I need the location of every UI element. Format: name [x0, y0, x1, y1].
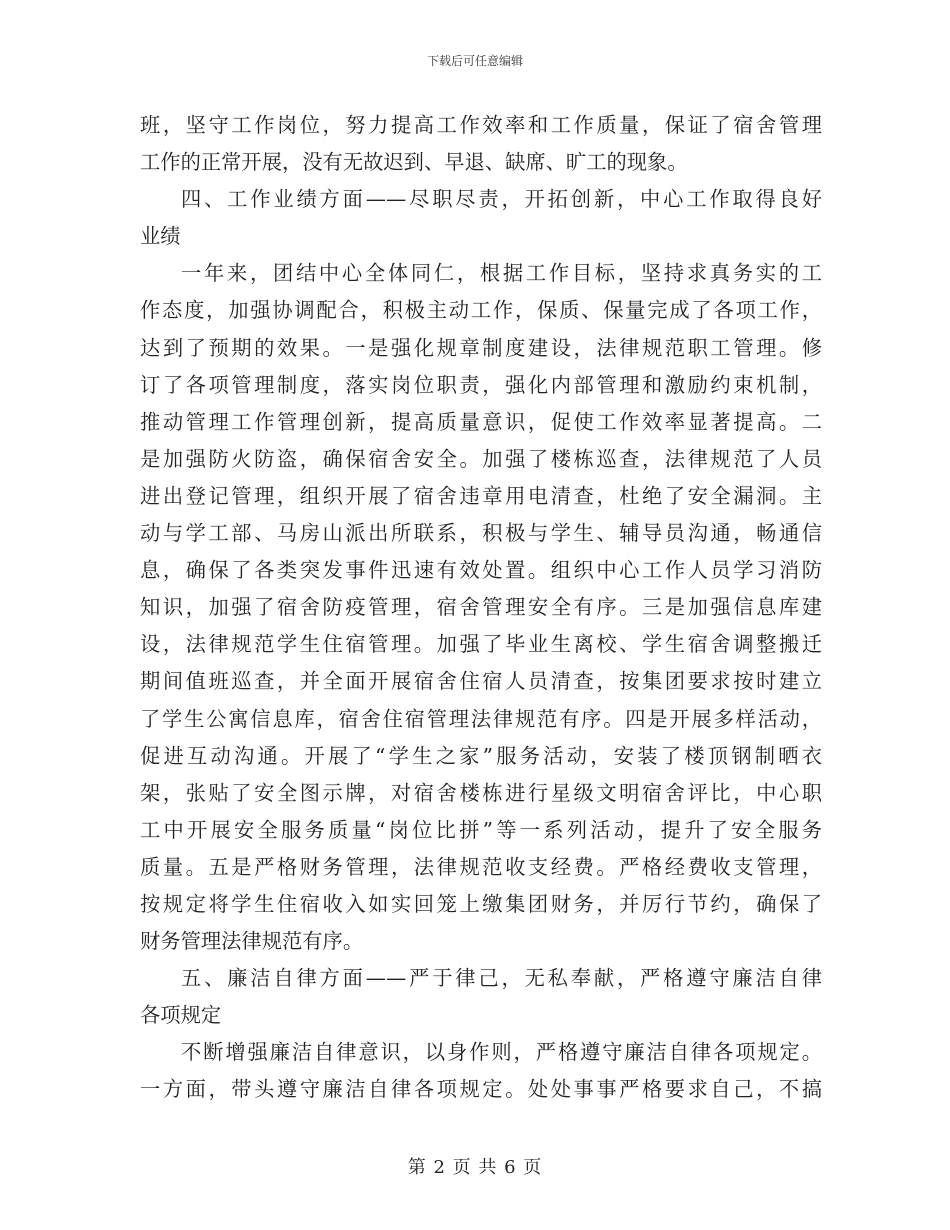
- section-heading-5: 五、廉洁自律方面——严于律己，无私奉献，严格遵守廉洁自律: [181, 966, 822, 991]
- text-line: 质量。五是严格财务管理，法律规范收支经费。严格经费收支管理，: [140, 854, 822, 879]
- text-line: 设，法律规范学生住宿管理。加强了毕业生离校、学生宿舍调整搬迁: [140, 632, 822, 657]
- text-line: 达到了预期的效果。一是强化规章制度建设，法律规范职工管理。修: [140, 335, 822, 360]
- page-header: 下载后可任意编辑: [426, 54, 523, 68]
- text-line: 知识，加强了宿舍防疫管理，宿舍管理安全有序。三是加强信息库建: [140, 595, 822, 620]
- section-heading-5-cont: 各项规定: [140, 1003, 222, 1028]
- text-line: 架，张贴了安全图示牌，对宿舍楼栋进行星级文明宿舍评比，中心职: [140, 780, 822, 805]
- text-line: 动与学工部、马房山派出所联系，积极与学生、辅导员沟通，畅通信: [140, 521, 822, 546]
- text-line: 一年来，团结中心全体同仁，根据工作目标，坚持求真务实的工: [181, 261, 822, 286]
- text-line: 促进互动沟通。开展了“学生之家”服务活动，安装了楼顶钢制晒衣: [140, 743, 822, 768]
- text-line: 工中开展安全服务质量“岗位比拼”等一系列活动，提升了安全服务: [140, 817, 822, 842]
- text-line: 作态度，加强协调配合，积极主动工作，保质、保量完成了各项工作，: [140, 298, 822, 323]
- text-line: 按规定将学生住宿收入如实回笼上缴集团财务，并厉行节约，确保了: [140, 891, 822, 916]
- section-heading-4-cont: 业绩: [140, 224, 181, 249]
- text-line: 工作的正常开展，没有无故迟到、早退、缺席、旷工的现象。: [140, 150, 688, 175]
- text-line: 一方面，带头遵守廉洁自律各项规定。处处事事严格要求自己，不搞: [140, 1077, 822, 1102]
- text-line: 班，坚守工作岗位，努力提高工作效率和工作质量，保证了宿舍管理: [140, 113, 822, 137]
- document-body: [140, 107, 822, 1109]
- page-number: 第 2 页 共 6 页: [407, 1157, 543, 1178]
- text-line: 推动管理工作管理创新，提高质量意识，促使工作效率显著提高。二: [140, 409, 822, 434]
- text-line: 了学生公寓信息库，宿舍住宿管理法律规范有序。四是开展多样活动，: [140, 706, 822, 731]
- text-line: 期间值班巡查，并全面开展宿舍住宿人员清查，按集团要求按时建立: [140, 669, 822, 694]
- text-line: 不断增强廉洁自律意识，以身作则，严格遵守廉洁自律各项规定。: [181, 1040, 822, 1065]
- text-line: 进出登记管理，组织开展了宿舍违章用电清查，杜绝了安全漏洞。主: [140, 483, 822, 508]
- text-line: 是加强防火防盗，确保宿舍安全。加强了楼栋巡查，法律规范了人员: [140, 446, 822, 471]
- section-heading-4: 四、工作业绩方面——尽职尽责，开拓创新，中心工作取得良好: [181, 187, 822, 212]
- text-line: 息，确保了各类突发事件迅速有效处置。组织中心工作人员学习消防: [140, 558, 822, 583]
- text-line: 财务管理法律规范有序。: [140, 929, 364, 954]
- text-line: 订了各项管理制度，落实岗位职责，强化内部管理和激励约束机制，: [140, 372, 822, 397]
